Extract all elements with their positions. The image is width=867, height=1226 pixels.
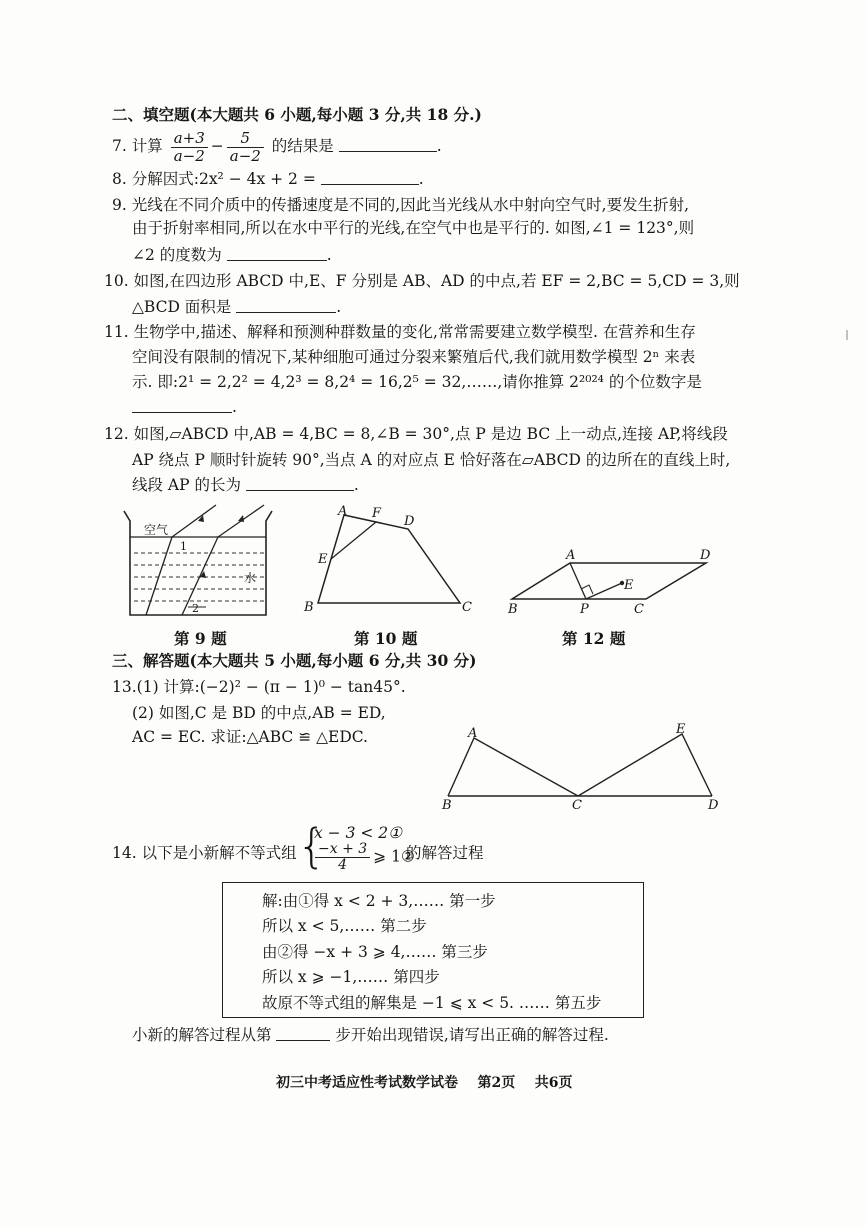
q7-pre: 计算	[131, 137, 163, 155]
q9-line3: ∠2 的度数为 .	[132, 246, 332, 264]
segment-EF	[331, 522, 376, 559]
segment-AP	[570, 563, 586, 599]
q13-part1: 13.(1) 计算:(−2)² − (π − 1)⁰ − tan45°.	[112, 678, 406, 696]
label-B: B	[508, 602, 518, 617]
question-7: 7. 计算 $\frac{a+3}{a-2}$ − $\frac{5}{a-2}$ 的结果是 .	[112, 128, 442, 165]
q8-answer-blank[interactable]	[321, 170, 419, 185]
label-D: D	[708, 798, 719, 812]
q14-step-blank[interactable]	[276, 1026, 330, 1041]
q12-answer-blank[interactable]	[246, 476, 354, 491]
label-B: B	[304, 600, 314, 615]
label-P: P	[580, 602, 589, 617]
q10-line1: 10. 如图,在四边形 ABCD 中,E、F 分别是 AB、AD 的中点,若 EF = 2,BC = 5,CD = 3,则	[104, 272, 740, 290]
label-C: C	[634, 602, 644, 617]
q11-line3: 示. 即:2¹ = 2,2² = 4,2³ = 8,2⁴ = 16,2⁵ = 32,……,请你推算 2²⁰²⁴ 的个位数字是	[132, 373, 702, 391]
q9-line1: 9. 光线在不同介质中的传播速度是不同的,因此当光线从水中射向空气时,要发生折射,	[112, 196, 690, 214]
section3-heading: 三、解答题(本大题共 5 小题,每小题 6 分,共 30 分)	[112, 651, 477, 670]
q14-inequality-2: $\frac{-x + 3}{4}$ ⩾ 1②	[312, 842, 415, 873]
figure-10-quadrilateral	[300, 503, 480, 619]
label-C: C	[462, 600, 472, 615]
label-C: C	[572, 798, 582, 812]
label-A: A	[338, 504, 348, 519]
system-brace: {	[297, 819, 327, 873]
label-E: E	[676, 722, 686, 737]
q12-line3: 线段 AP 的长为 .	[132, 476, 359, 494]
label-angle-2: 2	[192, 602, 199, 615]
figure-9-caption: 第 9 题	[174, 629, 227, 648]
label-E: E	[624, 578, 634, 593]
q10-line2: △BCD 面积是 .	[132, 298, 342, 316]
q12-line1: 12. 如图,▱ABCD 中,AB = 4,BC = 8,∠B = 30°,点 P 是边 BC 上一动点,连接 AP,将线段	[104, 425, 728, 443]
q11-line2: 空间没有限制的情况下,某种细胞可通过分裂来繁殖后代,我们就用数学模型 2ⁿ 来表	[132, 348, 696, 366]
page-footer: 初三中考适应性考试数学试卷 第2页 共6页	[276, 1075, 573, 1091]
label-angle-1: 1	[180, 540, 187, 553]
solution-step-4: 所以 x ⩾ −1,…… 第四步	[262, 968, 440, 986]
q14-prompt: 14. 以下是小新解不等式组	[112, 844, 297, 862]
figure-12-caption: 第 12 题	[562, 629, 626, 648]
label-B: B	[442, 798, 452, 812]
q11-answer-blank[interactable]	[132, 398, 232, 413]
figure-10-caption: 第 10 题	[354, 629, 418, 648]
figure-13-triangles	[436, 720, 732, 812]
q8-number: 8.	[112, 170, 127, 188]
section2-heading: 二、填空题(本大题共 6 小题,每小题 3 分,共 18 分.)	[112, 105, 482, 124]
figure-9-beaker	[118, 503, 280, 623]
q14-question: 小新的解答过程从第 步开始出现错误,请写出正确的解答过程.	[132, 1026, 609, 1044]
q7-fraction-2: $\frac{5}{a-2}$	[227, 130, 264, 165]
q13-part2-line1: (2) 如图,C 是 BD 的中点,AB = ED,	[132, 704, 386, 722]
label-A: A	[468, 726, 478, 741]
q7-fraction-1: $\frac{a+3}{a-2}$	[171, 130, 208, 165]
q9-answer-blank[interactable]	[227, 246, 327, 261]
q7-minus: −	[210, 137, 224, 155]
q14-prompt-end: 的解答过程	[406, 844, 484, 862]
solution-step-1: 解:由①得 x < 2 + 3,…… 第一步	[262, 892, 496, 910]
q7-answer-blank[interactable]	[339, 137, 437, 152]
label-water: 水	[244, 571, 257, 585]
q12-line2: AP 绕点 P 顺时针旋转 90°,当点 A 的对应点 E 恰好落在▱ABCD 的边所在的直线上时,	[132, 451, 731, 469]
q7-number: 7.	[112, 137, 127, 155]
solution-step-3: 由②得 −x + 3 ⩾ 4,…… 第三步	[262, 943, 488, 961]
q13-part2-line2: AC = EC. 求证:△ABC ≌ △EDC.	[132, 728, 368, 746]
q11-line1: 11. 生物学中,描述、解释和预测种群数量的变化,常常需要建立数学模型. 在营养和生存	[104, 323, 696, 341]
label-E: E	[318, 552, 328, 567]
label-air: 空气	[144, 523, 169, 537]
q11-line4: .	[132, 396, 237, 418]
question-8: 8. 分解因式:2x² − 4x + 2 = .	[112, 170, 424, 188]
q10-answer-blank[interactable]	[236, 298, 336, 313]
label-A: A	[566, 548, 576, 563]
label-F: F	[372, 506, 382, 521]
solution-step-5: 故原不等式组的解集是 −1 ⩽ x < 5. …… 第五步	[262, 994, 602, 1012]
label-D: D	[700, 548, 711, 563]
q9-line2: 由于折射率相同,所以在水中平行的光线,在空气中也是平行的. 如图,∠1 = 123°,则	[132, 219, 695, 237]
figure-12-parallelogram	[500, 543, 720, 619]
scan-margin-mark	[846, 330, 856, 340]
q7-post: 的结果是	[271, 137, 334, 155]
solution-step-2: 所以 x < 5,…… 第二步	[262, 917, 427, 935]
q14-inequality-1: x − 3 < 2①	[314, 824, 403, 842]
label-D: D	[404, 514, 415, 529]
ray-arrow	[238, 515, 244, 522]
light-ray-1	[146, 505, 216, 615]
q8-text: 分解因式:2x² − 4x + 2 =	[131, 170, 316, 188]
